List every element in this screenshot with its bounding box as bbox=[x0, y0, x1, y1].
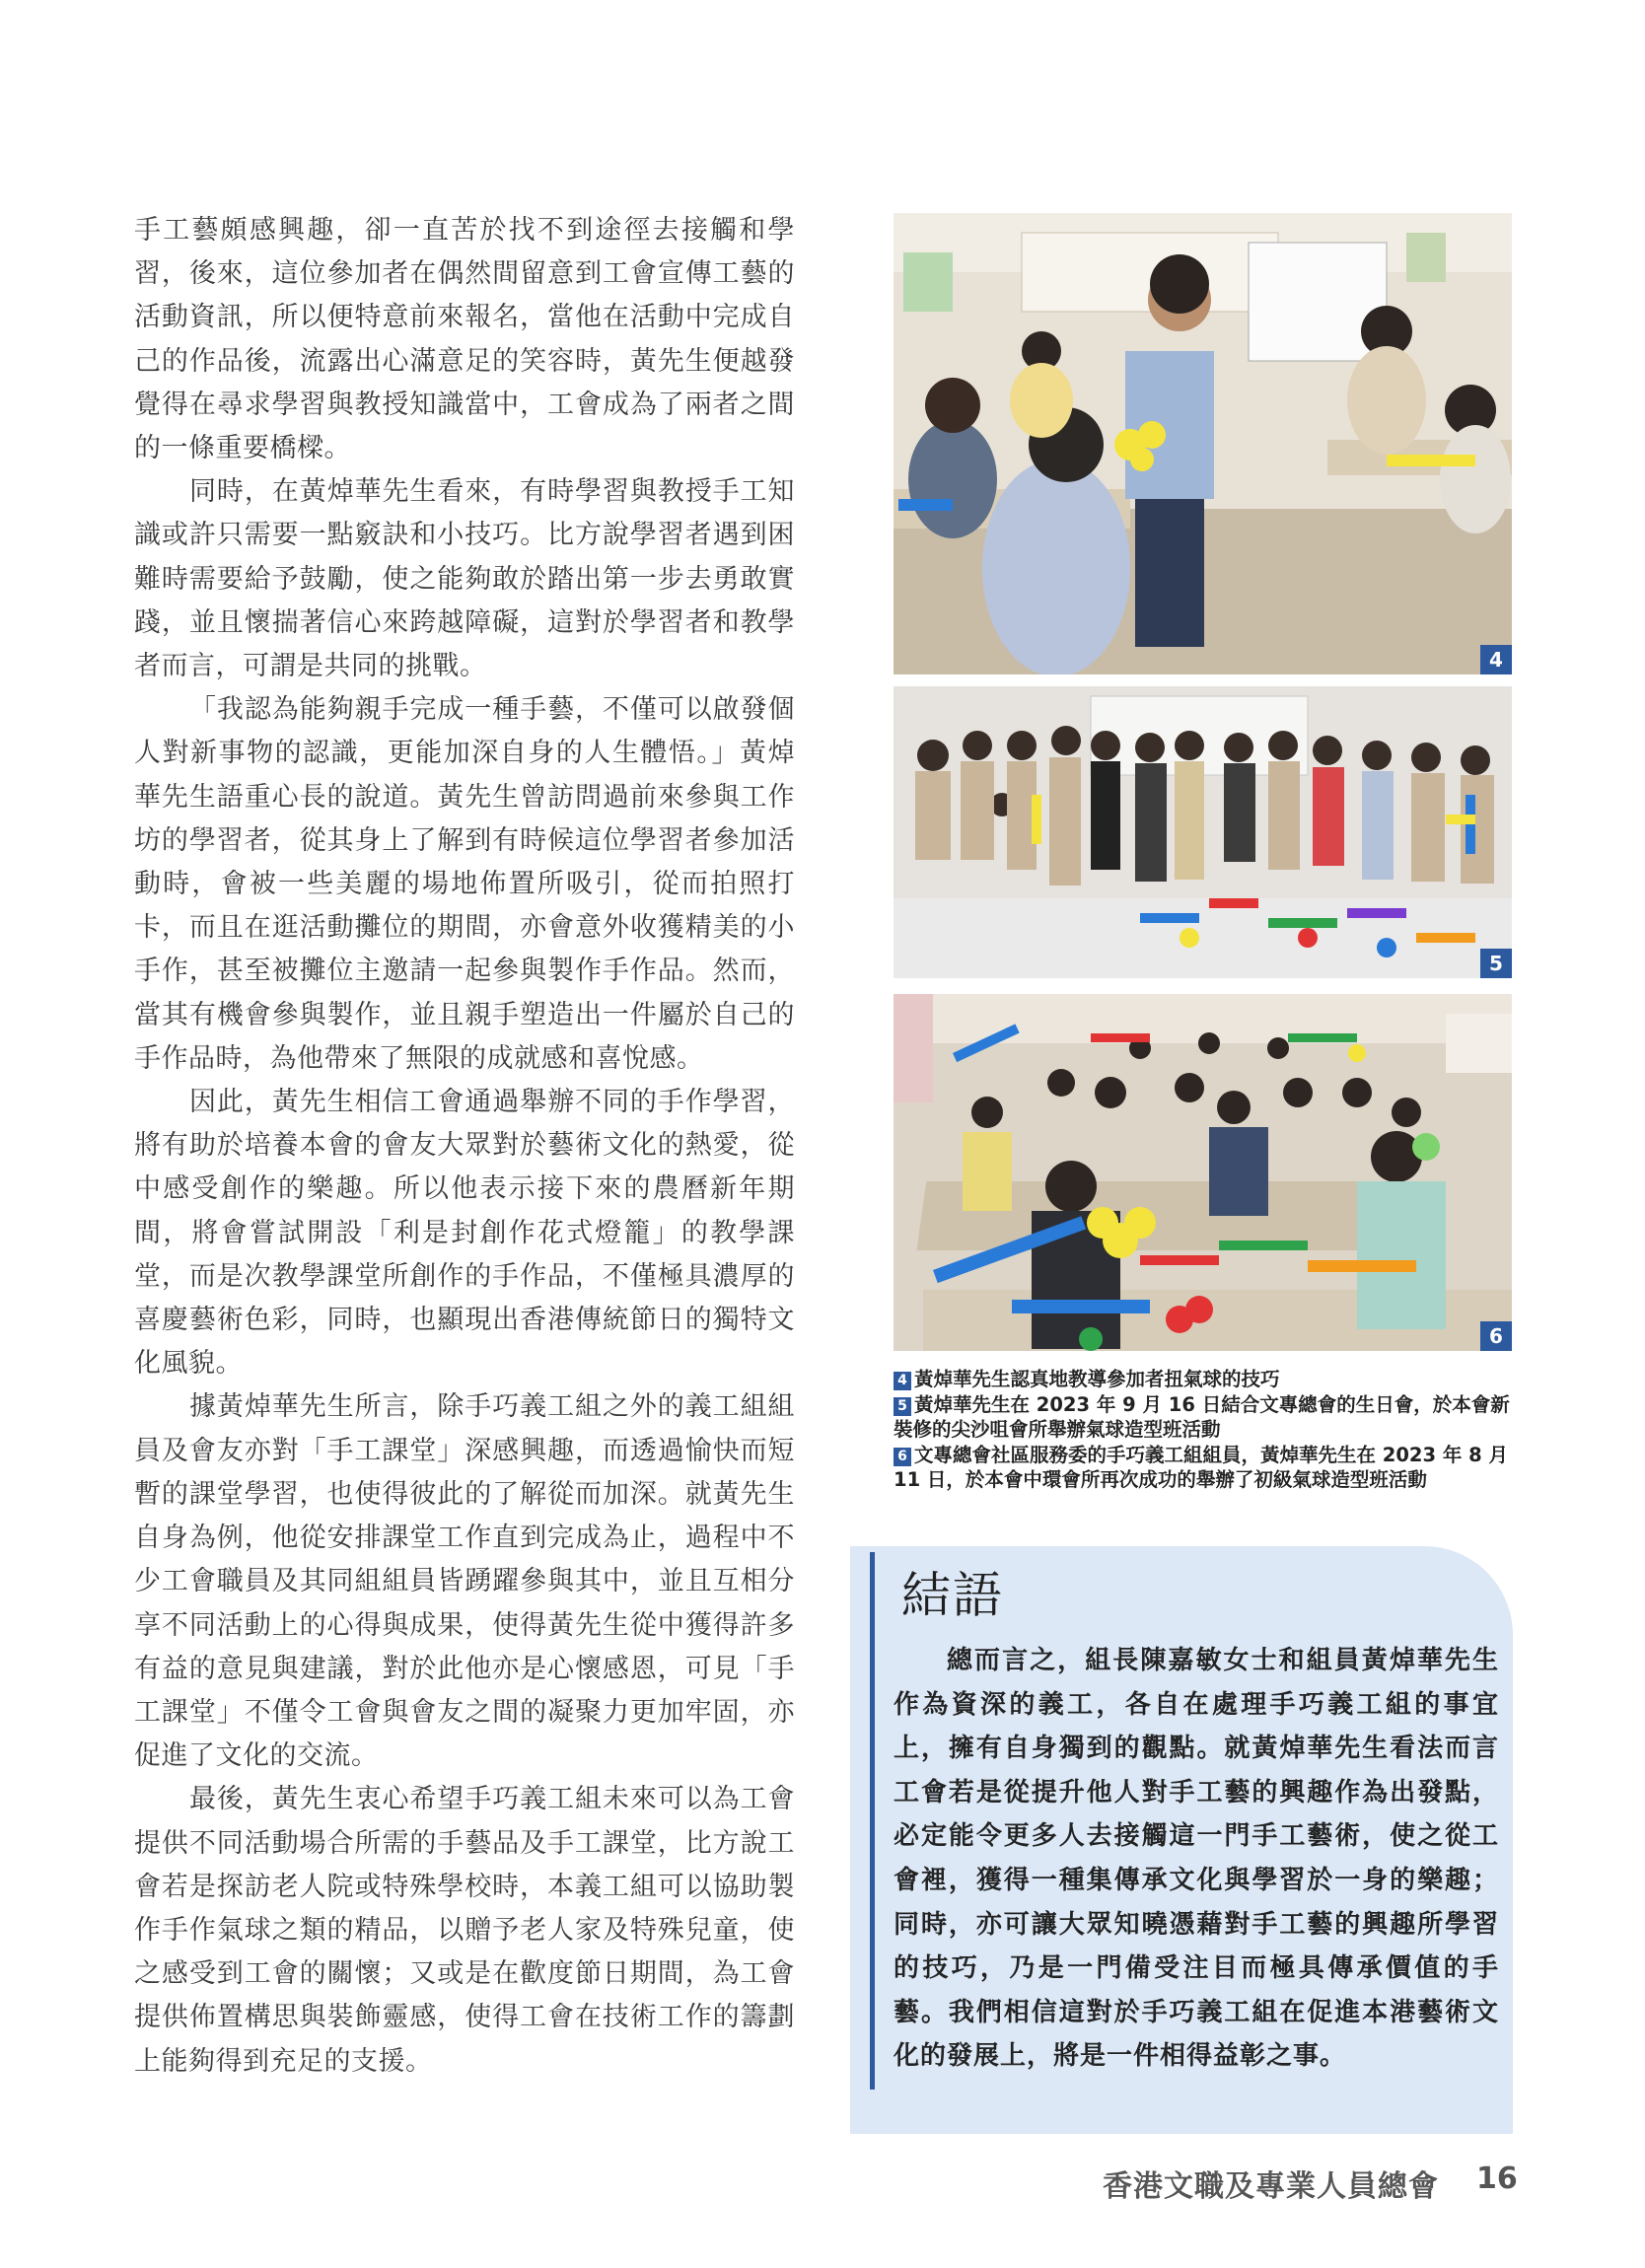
page-number: 16 bbox=[1476, 2162, 1518, 2196]
caption-number-badge: 5 bbox=[894, 1397, 911, 1416]
caption-text: 黃焯華先生在 2023 年 9 月 16 日結合文專總會的生日會，於本會新裝修的尖沙咀會所舉辦氣球造型班活動 bbox=[894, 1393, 1510, 1441]
article-paragraph-1: 手工藝頗感興趣，卻一直苦於找不到途徑去接觸和學習，後來，這位參加者在偶然間留意到工會宣傳工藝的活動資訊，所以便特意前來報名，當他在活動中完成自己的作品後，流露出心滿意足的笑容時，黃先生便越發覺得在尋求學習與教授知識當中，工會成為了兩者之間的一條重要橋樑。 bbox=[134, 215, 795, 464]
footer-organization-name: 香港文職及專業人員總會 bbox=[1103, 2169, 1439, 2204]
caption-4 bbox=[894, 1367, 1515, 1391]
caption-number-badge: 6 bbox=[894, 1448, 911, 1466]
caption-6 bbox=[894, 1443, 1515, 1492]
conclusion-body: 總而言之，組長陳嘉敏女士和組員黃焯華先生作為資深的義工，各自在處理手巧義工組的事宜上，擁有自身獨到的觀點。就黃焯華先生看法而言工會若是從提升他人對手工藝的興趣作為出發點，必定能令更多人去接觸這一門手工藝術，使之從工會裡，獲得一種集傳承文化與學習於一身的樂趣；同時，亦可讓大眾知曉憑藉對手工藝的興趣所學習的技巧，乃是一門備受注目而極具傳承價值的手藝。我們相信這對於手巧義工組在促進本港藝術文化的發展上，將是一件相得益彰之事。 bbox=[894, 1646, 1499, 2072]
photo-number-badge: 4 bbox=[1480, 645, 1512, 674]
balloon-class-photo-illustration bbox=[894, 994, 1512, 1351]
caption-text: 文專總會社區服務委的手巧義工組組員，黃焯華先生在 2023 年 8 月 11 日，於本會中環會所再次成功的舉辦了初級氣球造型班活動 bbox=[894, 1444, 1508, 1491]
article-paragraph-2: 同時，在黃焯華先生看來，有時學習與教授手工知識或許只需要一點竅訣和小技巧。比方說學習者遇到困難時需要給予鼓勵，使之能夠敢於踏出第一步去勇敢實踐，並且懷揣著信心來跨越障礙，這對於學習者和教學者而言，可謂是共同的挑戰。 bbox=[134, 476, 795, 682]
article-paragraph-5: 據黃焯華先生所言，除手巧義工組之外的義工組組員及會友亦對「手工課堂」深感興趣，而透過愉快而短暫的課堂學習，也使得彼此的了解從而加深。就黃先生自身為例，他從安排課堂工作直到完成為止，過程中不少工會職員及其同組組員皆踴躍參與其中，並且互相分享不同活動上的心得與成果，使得黃先生從中獲得許多有益的意見與建議，對於此他亦是心懷感恩，可見「手工課堂」不僅令工會與會友之間的凝聚力更加牢固，亦促進了文化的交流。 bbox=[134, 1391, 795, 1772]
photo-captions bbox=[894, 1367, 1515, 1493]
article-body bbox=[134, 209, 795, 2084]
photo-class-balloons bbox=[894, 994, 1512, 1351]
conclusion-accent-bar bbox=[870, 1552, 875, 2090]
classroom-photo-illustration bbox=[894, 213, 1512, 674]
conclusion-title: 結語 bbox=[901, 1567, 1004, 1624]
group-photo-illustration bbox=[894, 686, 1512, 978]
caption-text: 黃焯華先生認真地教導參加者扭氣球的技巧 bbox=[914, 1368, 1280, 1390]
photo-group-birthday bbox=[894, 686, 1512, 978]
conclusion-box bbox=[850, 1546, 1513, 2134]
article-paragraph-4: 因此，黃先生相信工會通過舉辦不同的手作學習，將有助於培養本會的會友大眾對於藝術文化的熱愛，從中感受創作的樂趣。所以他表示接下來的農曆新年期間，將會嘗試開設「利是封創作花式燈籠」的教學課堂，而是次教學課堂所創作的手作品，不僅極具濃厚的喜慶藝術色彩，同時，也顯現出香港傳統節日的獨特文化風貌。 bbox=[134, 1087, 795, 1380]
photo-number-badge: 6 bbox=[1480, 1321, 1512, 1351]
photo-instructor-teaching bbox=[894, 213, 1512, 674]
photo-number-badge: 5 bbox=[1480, 949, 1512, 978]
article-paragraph-6: 最後，黃先生衷心希望手巧義工組未來可以為工會提供不同活動場合所需的手藝品及手工課堂，比方說工會若是探訪老人院或特殊學校時，本義工組可以協助製作手作氣球之類的精品，以贈予老人家及特殊兒童，使之感受到工會的關懷；又或是在歡度節日期間，為工會提供佈置構思與裝飾靈感，使得工會在技術工作的籌劃上能夠得到充足的支援。 bbox=[134, 1784, 795, 2077]
caption-5 bbox=[894, 1392, 1515, 1442]
caption-number-badge: 4 bbox=[894, 1372, 911, 1390]
article-paragraph-3: 「我認為能夠親手完成一種手藝，不僅可以啟發個人對新事物的認識，更能加深自身的人生體悟。」黃焯華先生語重心長的說道。黃先生曾訪問過前來參與工作坊的學習者，從其身上了解到有時候這位學習者參加活動時，會被一些美麗的場地佈置所吸引，從而拍照打卡，而且在逛活動攤位的期間，亦會意外收獲精美的小手作，甚至被攤位主邀請一起參與製作手作品。然而，當其有機會參與製作，並且親手塑造出一件屬於自己的手作品時，為他帶來了無限的成就感和喜悅感。 bbox=[134, 694, 795, 1074]
